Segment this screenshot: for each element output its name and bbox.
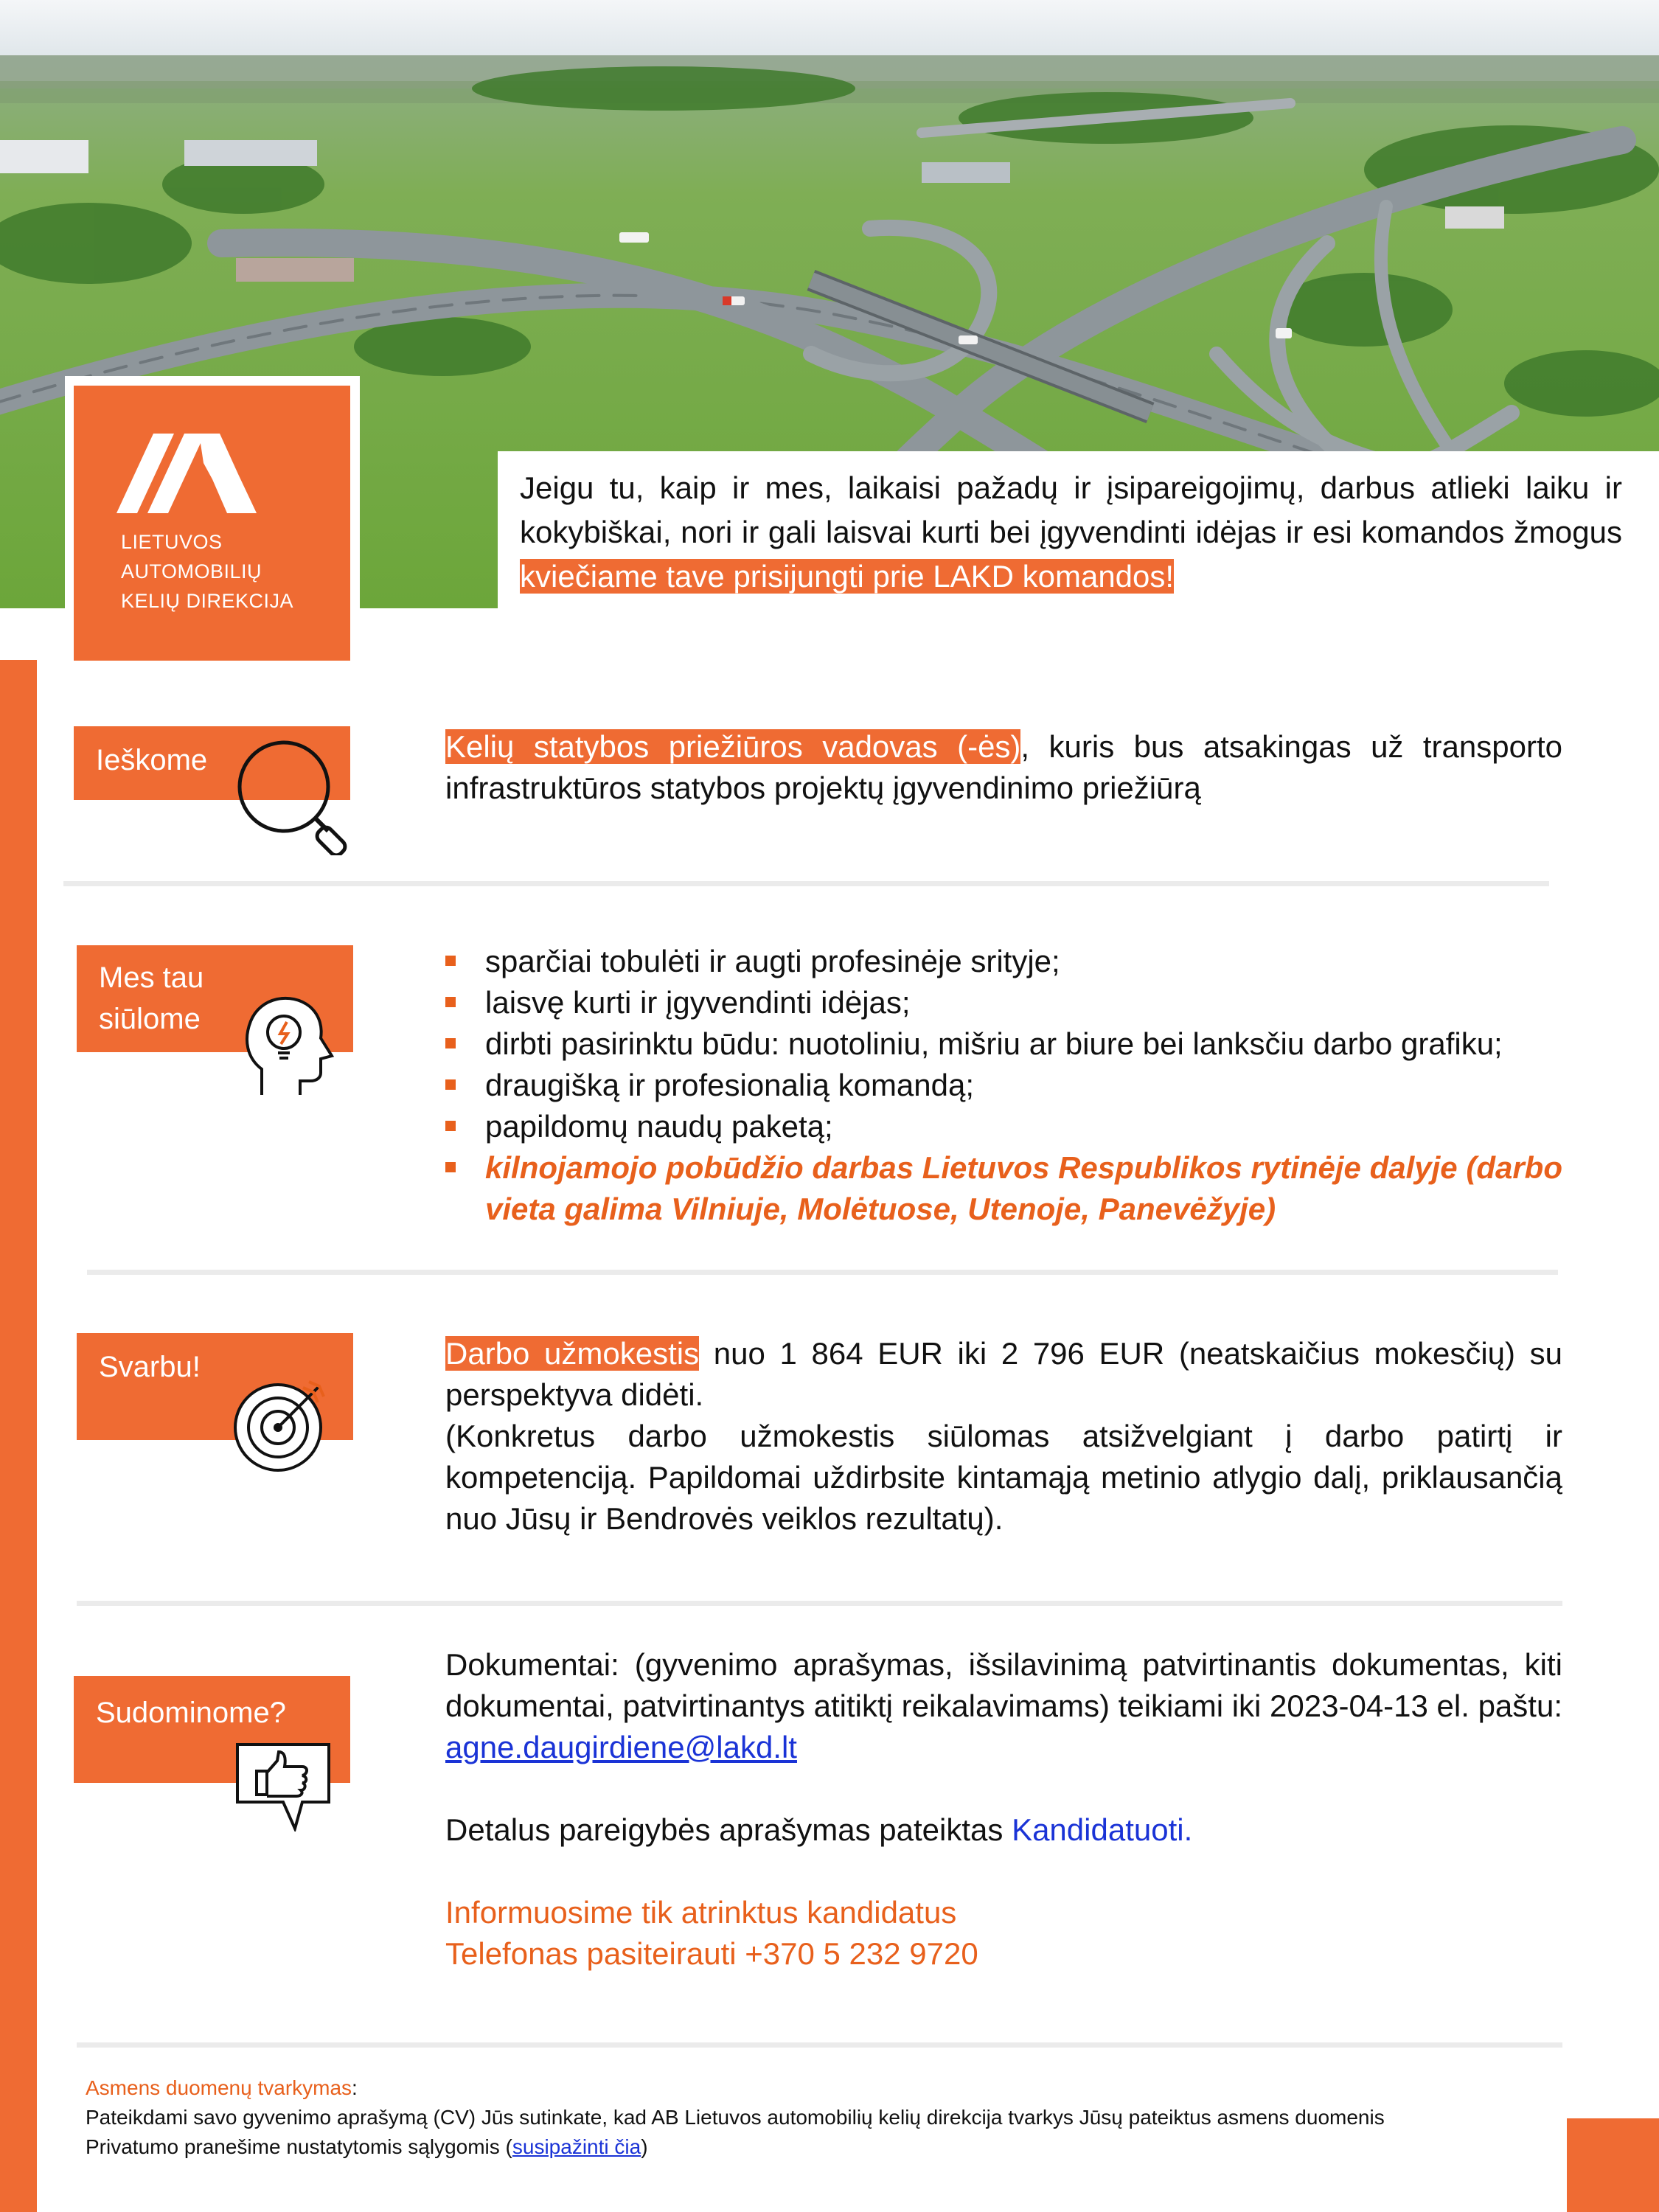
- seeking-description: , kuris bus atsakingas už transporto infrastruktūros statybos projektų įgyvendinimo priežiūrą: [445, 729, 1562, 805]
- detail-text: Detalus pareigybės aprašymas pateiktas: [445, 1812, 1012, 1847]
- tag-offer-line-2: siūlome: [99, 1003, 201, 1035]
- logo-line-2: AUTOMOBILIŲ: [121, 560, 262, 582]
- inform-text: Informuosime tik atrinktus kandidatus: [445, 1895, 957, 1930]
- privacy-line-1: Pateikdami savo gyvenimo aprašymą (CV) Jūs sutinkate, kad AB Lietuvos automobilių kelių direkcija tvarkys Jūsų pateiktus asmens duomenis: [86, 2106, 1385, 2129]
- divider-3: [77, 1601, 1562, 1606]
- offer-list-container: [445, 941, 1562, 1230]
- intro-text: Jeigu tu, kaip ir mes, laikaisi pažadų ir įsipareigojimų, darbus atlieki laiku ir kokybiškai, nori ir gali laisvai kurti bei įgyvendinti idėjas ir esi komandos žmogus: [520, 470, 1622, 549]
- documents-paragraph: [445, 1644, 1562, 1768]
- search-icon: [229, 734, 354, 855]
- documents-text: Dokumentai: (gyvenimo aprašymas, išsilavinimą patvirtinantis dokumentas, kiti dokumentai, patvirtinantys atitiktį reikalavimams) teikiami iki 2023-04-13 el. paštu:: [445, 1647, 1562, 1723]
- detail-paragraph: [445, 1809, 1562, 1851]
- privacy-notice: [86, 2073, 1560, 2162]
- divider-2: [87, 1270, 1558, 1275]
- salary-note: (Konkretus darbo užmokestis siūlomas atsižvelgiant į darbo patirtį ir kompetenciją. Papildomai uždirbsite kintamąją metinio atlygio dalį, priklausančią nuo Jūsų ir Bendrovės veiklos rezultatų).: [445, 1419, 1562, 1536]
- privacy-line-2-prefix: Privatumo pranešime nustatytomis sąlygomis (: [86, 2135, 512, 2158]
- corner-accent-block: [1567, 2118, 1659, 2212]
- lakd-logo: [74, 386, 350, 661]
- spacer: [445, 1768, 1562, 1809]
- privacy-line-2-suffix: ): [641, 2135, 648, 2158]
- spacer: [445, 1851, 1562, 1892]
- tag-interested-label: Sudominome?: [96, 1697, 286, 1729]
- privacy-title-row: [86, 2073, 1560, 2103]
- offer-item: laisvę kurti ir įgyvendinti idėjas;: [445, 982, 1562, 1023]
- tag-important-label: Svarbu!: [99, 1351, 201, 1383]
- phone-text: Telefonas pasiteirauti +370 5 232 9720: [445, 1936, 978, 1971]
- important-text: [445, 1333, 1562, 1540]
- position-title: Kelių statybos priežiūros vadovas (-ės): [445, 729, 1021, 764]
- left-accent-stripe: [0, 660, 37, 2212]
- divider-4: [77, 2042, 1562, 2048]
- intro-paragraph: [520, 466, 1622, 599]
- offer-item: dirbti pasirinktu būdu: nuotoliniu, mišriu ar biure bei lanksčiu darbo grafiku;: [445, 1023, 1562, 1065]
- tag-offer-line-1: Mes tau: [99, 961, 204, 994]
- seeking-text: [445, 726, 1562, 809]
- privacy-colon: :: [352, 2076, 358, 2099]
- privacy-title: Asmens duomenų tvarkymas: [86, 2076, 352, 2099]
- salary-label: Darbo užmokestis: [445, 1336, 700, 1371]
- logo-line-1: LIETUVOS: [121, 531, 223, 553]
- email-link[interactable]: agne.daugirdiene@lakd.lt: [445, 1730, 797, 1764]
- logo-line-3: KELIŲ DIREKCIJA: [121, 590, 294, 612]
- salary-range: nuo 1 864 EUR iki 2 796 EUR (neatskaičius mokesčių) su perspektyva didėti.: [445, 1336, 1562, 1412]
- target-icon: [232, 1371, 335, 1475]
- offer-item: sparčiai tobulėti ir augti profesinėje srityje;: [445, 941, 1562, 982]
- privacy-line-2: [86, 2132, 1560, 2162]
- offer-item: papildomų naudų paketą;: [445, 1106, 1562, 1147]
- tag-seeking-label: Ieškome: [96, 744, 208, 776]
- privacy-link[interactable]: susipažinti čia: [512, 2135, 641, 2158]
- intro-highlight: kviečiame tave prisijungti prie LAKD komandos!: [520, 559, 1175, 594]
- lakd-logo-mark-icon: [116, 434, 257, 515]
- offer-item: draugišką ir profesionalią komandą;: [445, 1065, 1562, 1106]
- divider-1: [63, 881, 1549, 886]
- apply-link[interactable]: Kandidatuoti.: [1012, 1812, 1193, 1847]
- logo-text: [121, 527, 342, 616]
- offer-item-emphasis: kilnojamojo pobūdžio darbas Lietuvos Respublikos rytinėje dalyje (darbo vieta galima Vilniuje, Molėtuose, Utenoje, Panevėžyje): [445, 1147, 1562, 1230]
- thumbs-up-chat-icon: [234, 1742, 332, 1832]
- interested-text: [445, 1644, 1562, 1975]
- offer-list: [445, 941, 1562, 1230]
- idea-head-icon: [240, 988, 335, 1099]
